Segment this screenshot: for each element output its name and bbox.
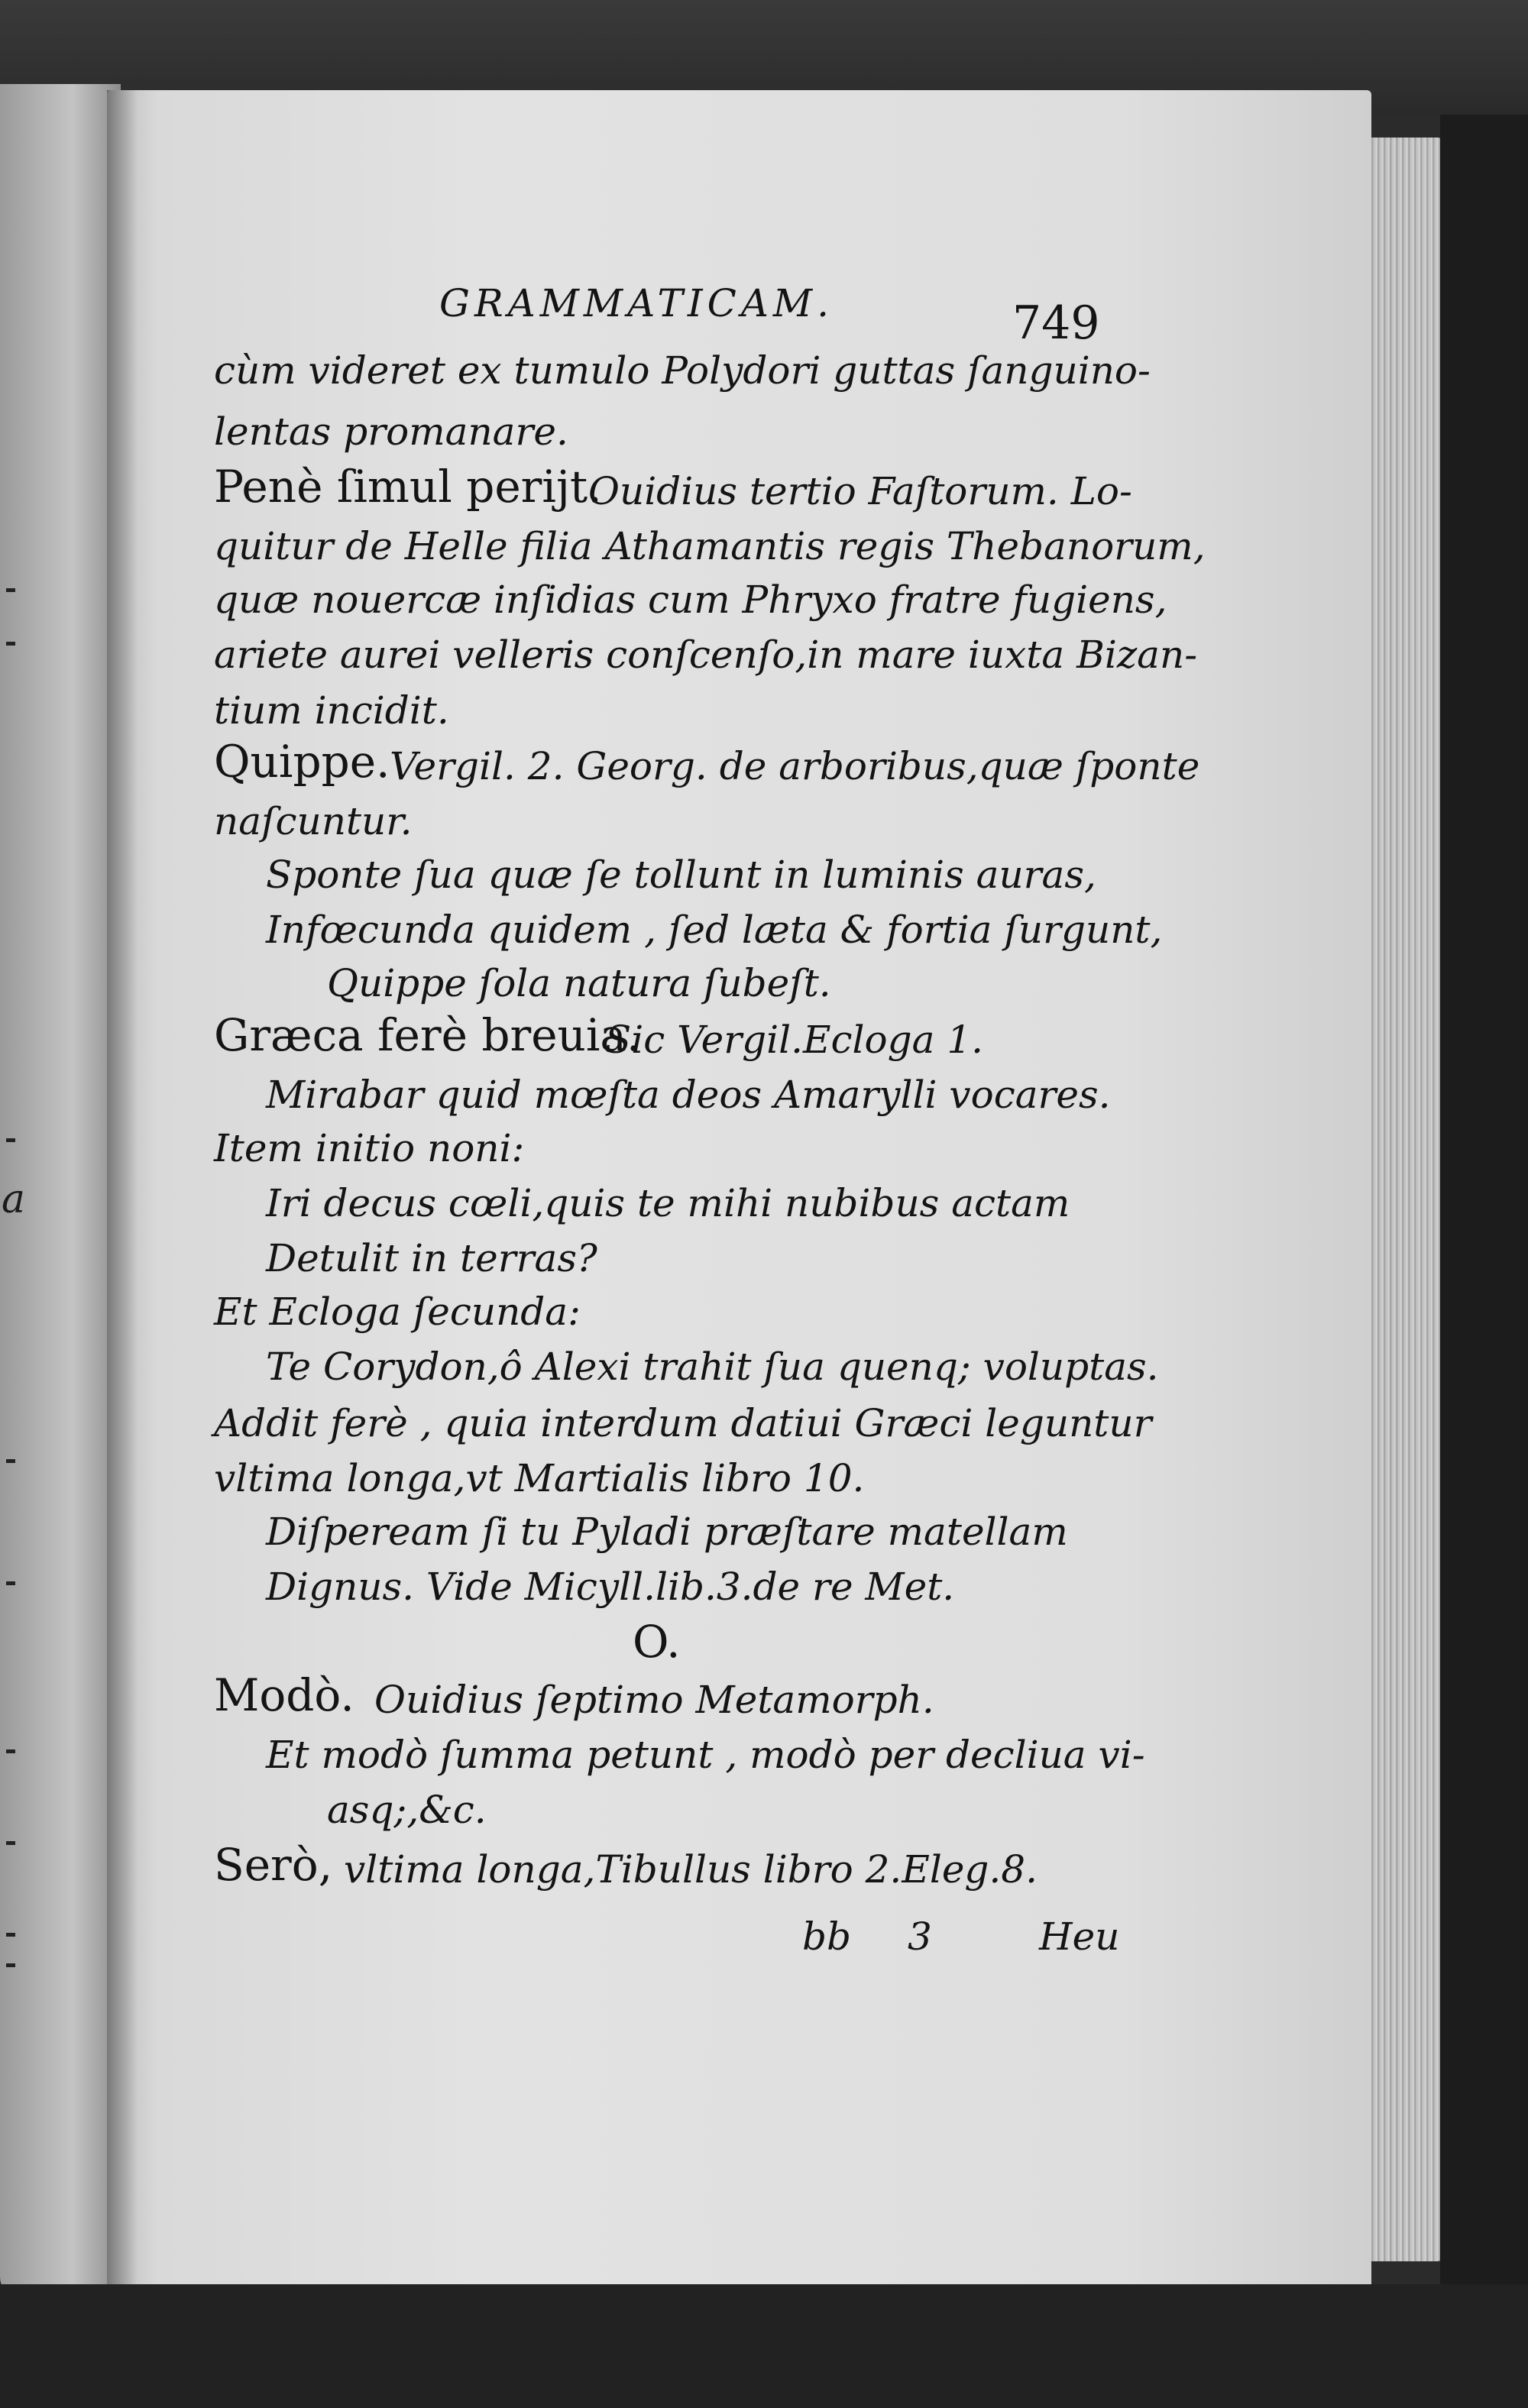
- verse-line: Mirabar quid mœſta deos Amarylli vocares.: [266, 1073, 1111, 1117]
- signature-mark: bb: [802, 1914, 852, 1959]
- text-line: naſcuntur.: [214, 799, 413, 843]
- lemma: Serò,: [214, 1839, 333, 1891]
- verse-line: Dignus. Vide Micyll.lib.3.de re Met.: [266, 1565, 955, 1609]
- text-line: ariete aurei velleris conſcenſo,in mare iuxta Bizan-: [214, 633, 1198, 677]
- lemma: Modò.: [214, 1669, 354, 1721]
- left-page-letter: a: [2, 1176, 26, 1222]
- verse-line: Detulit in terras?: [266, 1236, 597, 1280]
- text-line: Ouidius ſeptimo Metamorph.: [374, 1678, 934, 1722]
- verse-line: Infœcunda quidem , ſed læta & fortia ſurgunt,: [266, 908, 1163, 952]
- verse-line: Et modò ſumma petunt , modò per decliua vi-: [266, 1733, 1145, 1777]
- section-heading: O.: [633, 1616, 681, 1668]
- page-number: 749: [1012, 296, 1100, 350]
- text-line: Addit ferè , quia interdum datiui Græci leguntur: [214, 1401, 1152, 1445]
- text-line: Item initio noni:: [214, 1126, 525, 1170]
- text-line: vltima longa,Tibullus libro 2.Eleg.8.: [344, 1847, 1038, 1892]
- text-line: vltima longa,vt Martialis libro 10.: [214, 1456, 865, 1500]
- text-line: Et Ecloga ſecunda:: [214, 1290, 581, 1334]
- text-line: quæ nouercæ inſidias cum Phryxo fratre fugiens,: [214, 578, 1167, 622]
- text-line: cùm videret ex tumulo Polydori guttas ſanguino-: [214, 348, 1151, 393]
- verse-line: Te Corydon,ô Alexi trahit ſua quenq; voluptas.: [266, 1345, 1159, 1389]
- verse-line: Iri decus cœli,quis te mihi nubibus actam: [266, 1181, 1070, 1225]
- text-line: Vergil. 2. Georg. de arboribus,quæ ſponte: [390, 744, 1200, 788]
- verse-line: Sponte ſua quæ ſe tollunt in luminis auras,: [266, 853, 1096, 897]
- signature-number: 3: [908, 1914, 932, 1959]
- lemma: Quippe.: [214, 736, 390, 788]
- catchword: Heu: [1039, 1914, 1120, 1959]
- verse-line: asq;,&c.: [327, 1788, 487, 1832]
- text-line: tium incidit.: [214, 688, 449, 733]
- verse-line: Quippe ſola natura ſubeſt.: [327, 961, 831, 1005]
- text-line: Ouidius tertio Faſtorum. Lo-: [588, 469, 1132, 513]
- text-line: Sic Vergil.Ecloga 1.: [605, 1018, 984, 1062]
- lemma: Græca ferè breuia.: [214, 1009, 641, 1061]
- text-line: lentas promanare.: [214, 409, 568, 454]
- lemma: Penè ſimul perijt.: [214, 461, 602, 513]
- text-line: quitur de Helle filia Athamantis regis Thebanorum,: [214, 524, 1206, 568]
- verse-line: Diſpeream ſi tu Pyladi præſtare matellam: [266, 1510, 1068, 1554]
- running-title: GRAMMATICAM.: [439, 281, 834, 325]
